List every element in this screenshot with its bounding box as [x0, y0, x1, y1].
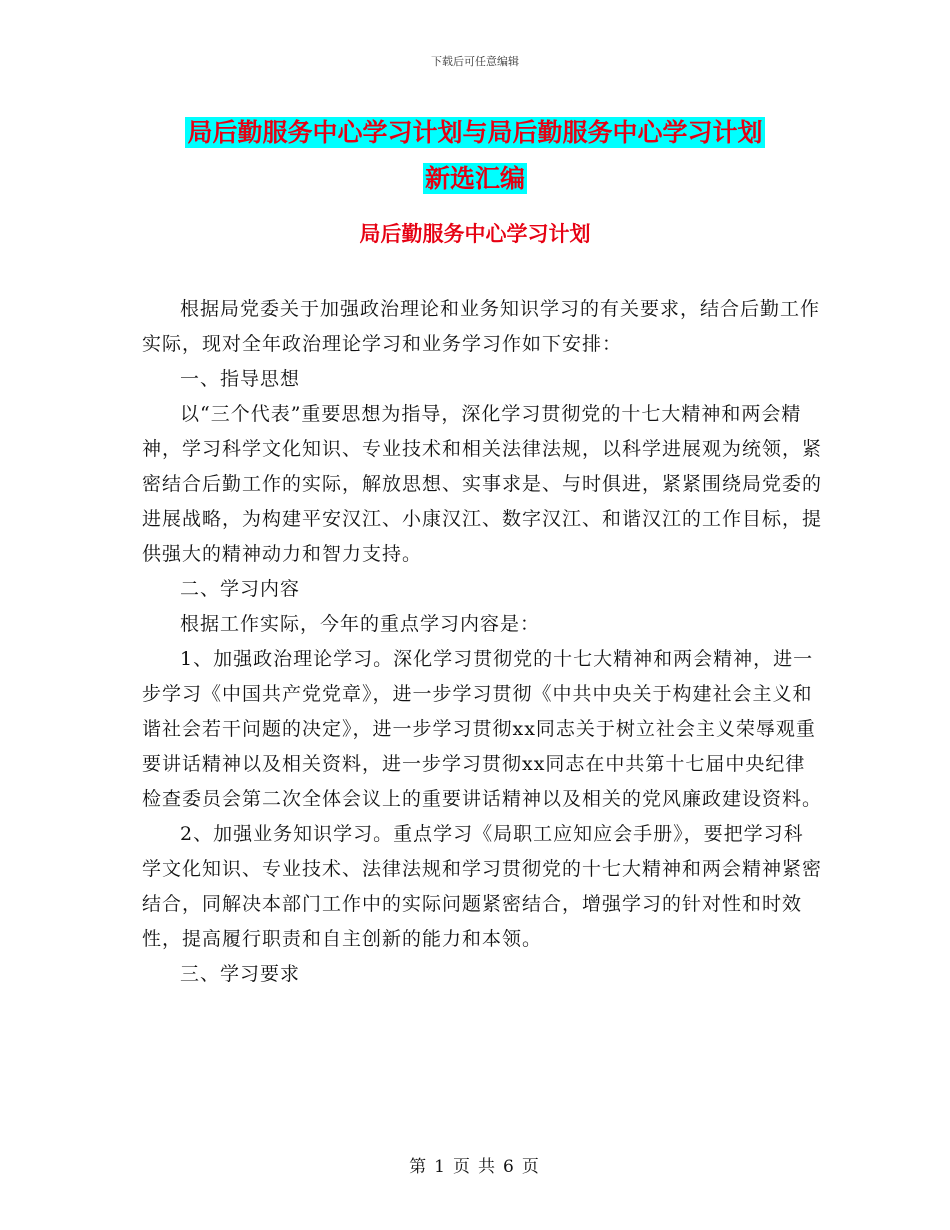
page-footer	[0, 1152, 950, 1177]
paragraph-intro: 根据局党委关于加强政治理论和业务知识学习的有关要求，结合后勤工作实际，现对全年政治理论学习和业务学习作如下安排：	[142, 298, 821, 355]
page-header-note: 下载后可任意编辑	[431, 55, 519, 68]
document-title	[0, 110, 950, 202]
paragraph-guiding-ideology: 以“三个代表”重要思想为指导，深化学习贯彻党的十七大精神和两会精神，学习科学文化知识、专业技术和相关法律法规，以科学进展观为统领，紧密结合后勤工作的实际，解放思想、实事求是、与时俱进，紧紧围绕局党委的进展战略，为构建平安汉江、小康汉江、数字汉江、和谐汉江的工作目标，提供强大的精神动力和智力支持。	[142, 403, 823, 565]
paragraph-study-content-intro: 根据工作实际，今年的重点学习内容是：	[180, 613, 541, 635]
footer-prefix: 第	[409, 1157, 429, 1177]
document-title-line2: 新选汇编	[424, 164, 525, 193]
footer-current-page: 1	[434, 1157, 447, 1177]
paragraph-business-knowledge: 2、加强业务知识学习。重点学习《局职工应知应会手册》，要把学习科学文化知识、专业技术、法律法规和学习贯彻党的十七大精神和两会精神紧密结合，同解决本部门工作中的实际问题紧密结合，增强学习的针对性和时效性，提高履行职责和自主创新的能力和本领。	[142, 823, 823, 950]
heading-guiding-ideology: 一、指导思想	[180, 368, 301, 390]
footer-total-unit: 页	[521, 1157, 541, 1177]
document-title-line1: 局后勤服务中心学习计划与局后勤服务中心学习计划	[187, 118, 763, 147]
document-body	[142, 292, 822, 992]
footer-total-pages: 6	[503, 1157, 516, 1177]
paragraph-political-theory: 1、加强政治理论学习。深化学习贯彻党的十七大精神和两会精神，进一步学习《中国共产党党章》，进一步学习贯彻《中共中央关于构建社会主义和谐社会若干问题的决定》，进一步学习贯彻xx同志关于树立社会主义荣辱观重要讲话精神以及相关资料，进一步学习贯彻xx同志在中共第十七届中央纪律检查委员会第二次全体会议上的重要讲话精神以及相关的党风廉政建设资料。	[142, 648, 823, 810]
section-title: 局后勤服务中心学习计划	[359, 222, 591, 246]
heading-study-content: 二、学习内容	[180, 578, 301, 600]
footer-page-unit: 页	[453, 1157, 472, 1177]
heading-study-requirements: 三、学习要求	[180, 963, 301, 985]
footer-total-prefix: 共	[478, 1157, 497, 1177]
